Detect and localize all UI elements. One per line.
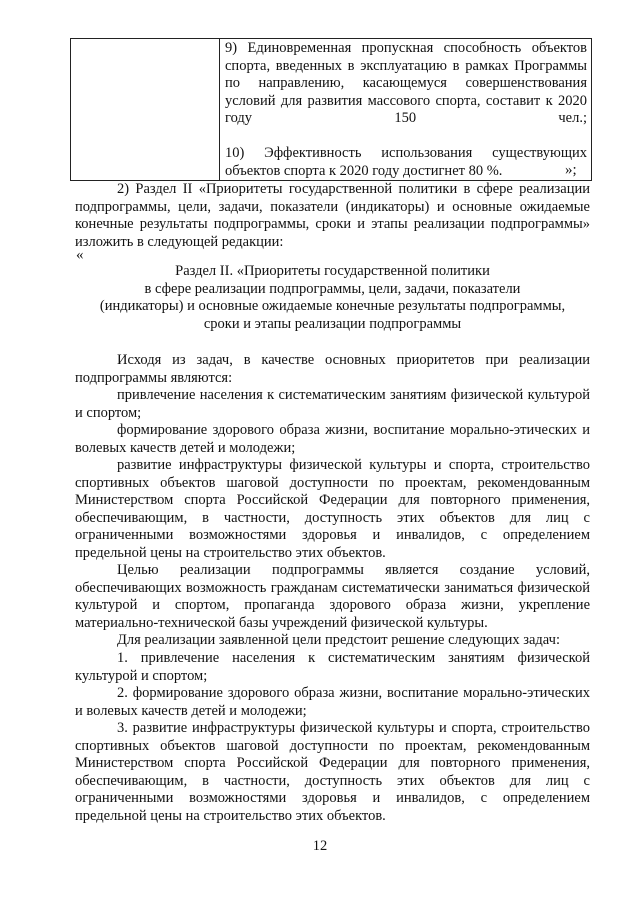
opening-quote: « [76, 247, 84, 263]
closing-quote: »; [565, 162, 577, 178]
section-title-line: в сфере реализации подпрограммы, цели, задачи, показатели [144, 280, 521, 297]
section-title-line: Раздел II. «Приоритеты государственной политики [175, 263, 490, 279]
table-text-cell [220, 39, 592, 181]
section-title-line: (индикаторы) и основные ожидаемые конечные результаты подпрограммы, [99, 298, 566, 314]
paragraph-priority-3: развитие инфраструктуры физической культуры и спорта, строительство спортивных объектов шаговой доступности по проектам, рекомендованным Министерством спорта Российской Федерации для повторного применения, обеспечивающим, в частности, доступность этих объектов для лиц с ограниченными возможностями здоровья и инвалидов, с определением предельной цены на строительство этих объектов. [75, 457, 590, 561]
paragraph-tasks-intro: Для реализации заявленной цели предстоит решение следующих задач: [117, 632, 560, 648]
paragraph-task-2: 2. формирование здорового образа жизни, воспитание морально-этических и волевых качеств детей и молодежи; [75, 685, 590, 719]
table-empty-cell [71, 39, 220, 181]
paragraph-task-3: 3. развитие инфраструктуры физической культуры и спорта, строительство спортивных объектов шаговой доступности по проектам, рекомендованным Министерством спорта Российской Федерации для повторного применения, обеспечивающим, в частности, доступность этих объектов для лиц с ограниченными возможностями здоровья и инвалидов, с определением предельной цены на строительство этих объектов. [75, 720, 590, 824]
amendment-intro: 2) Раздел II «Приоритеты государственной политики в сфере реализации подпрограммы, цели, задачи, показатели (индикаторы) и основные ожидаемые конечные результаты подпрограммы, сроки и этапы реализации подпрограммы» изложить в следующей редакции: [75, 181, 590, 250]
table-item-9: 9) Единовременная пропускная способность объектов спорта, введенных в эксплуатацию в рамках Программы по направлению, касающемуся совершенствования условий для развития массового спорта, составит к 2020 году 150 чел.; [225, 40, 587, 126]
paragraph-goal: Целью реализации подпрограммы является создание условий, обеспечивающих возможность гражданам систематически заниматься физической культурой и спортом, пропаганда здорового образа жизни, укрепление материально-технической базы учреждений физической культуры. [75, 562, 590, 631]
paragraph-priority-2: формирование здорового образа жизни, воспитание морально-этических и волевых качеств детей и молодежи; [75, 422, 590, 456]
paragraph-priority-1: привлечение населения к систематическим занятиям физической культурой и спортом; [75, 387, 590, 421]
indicators-table-fragment [70, 38, 592, 181]
paragraph-priorities-intro: Исходя из задач, в качестве основных приоритетов при реализации подпрограммы являются: [75, 352, 590, 386]
table-item-10: 10) Эффективность использования существующих объектов спорта к 2020 году достигнет 80 %. [225, 145, 587, 179]
section-title [75, 263, 590, 333]
section-title-line: сроки и этапы реализации подпрограммы [203, 315, 462, 332]
paragraph-task-1: 1. привлечение населения к систематическим занятиям физической культурой и спортом; [75, 650, 590, 684]
page-number: 12 [312, 838, 328, 854]
